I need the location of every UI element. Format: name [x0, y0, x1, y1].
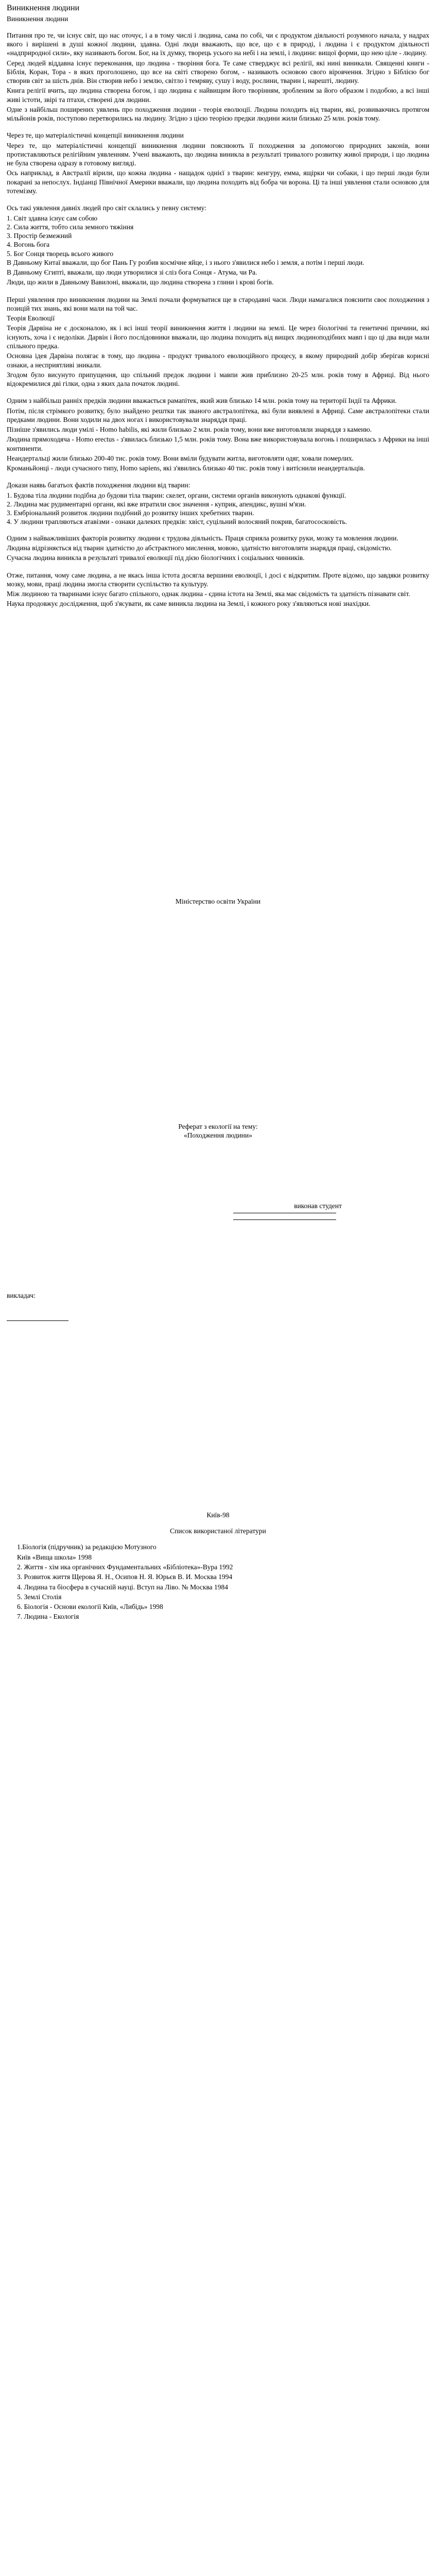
literature-item: 7. Людина - Екологія	[17, 1613, 79, 1621]
list-item: 1. Світ здавна існує сам собою	[7, 214, 98, 222]
paragraph: Отже, питання, чому саме людина, а не якась інша істота досягла вершини еволюції, і досі є відкритим. Проте відомо, що завдяки розвитку мозку, мови, праці людина змогла створити суспільство та культуру.	[7, 571, 429, 588]
paragraph: Питання про те, чи існує світ, що нас оточує, і а в тому числі і людина, сама по собі, чи є продуктом діяльності розумного начала, у надрах якого і вирішені в душі кожної людини, здавна. Одні люди вважають, що все, що є в природі, і людина і є продуктом діяльності «надприродної сили», яку називають богом. Бог, на їх думку, творець усього на небі і на землі, і людини: вищої форми, що нею ціле - людину.	[7, 31, 429, 57]
paragraph: Люди, що жили в Давньому Вавилоні, вважали, що людина створена з глини і крові богів.	[7, 278, 274, 286]
section-2	[7, 131, 429, 195]
intro-section	[7, 31, 429, 123]
literature-item: 2. Життя - хім ика органічних Фундаментальних «Бібліотека»-Вура 1992	[17, 1563, 233, 1571]
ancestors-section	[7, 396, 429, 472]
paragraph: Потім, після стрімкого розвитку, було знайдено рештки так званого австралопітека, які були виявлені в Африці. Саме австралопітеки стали предками людини. Вони ходили на двох ногах і використовували знаряддя праці.	[7, 406, 429, 423]
paragraph: Книга релігії вчить, що людина створена богом, і що людина є найвищим його творінням, зробленим за його образом і подобою, а всі інші живі істоти, звірі та птахи, створені для людини.	[7, 87, 429, 104]
paragraph: Неандертальці жили близько 200-40 тис. років тому. Вони вміли будувати житла, виготовляти одяг, ховали померлих.	[7, 454, 354, 462]
section-title: Через те, що матеріалістичні концепції виникнення людини	[7, 131, 184, 140]
history-section	[7, 295, 429, 388]
literature-section	[7, 1527, 429, 1621]
paragraph: Теорія Дарвіна не є досконалою, як і всі інші теорії виникнення життя і людини на землі. Це через біологічні та генетичні причини, які існують, хоча і є недоліки. Дарвін і його послідовники вважали, що людина походить від вищих людиноподібних мавп і що ці два види мали спільного предка.	[7, 324, 429, 350]
list-item: 2. Сила життя, тобто сила земного тяжіння	[7, 223, 134, 231]
paragraph: Через те, що матеріалістичні концепції виникнення людини пояснюють її походження за допомогою природних законів, вони протиставляються релігійним уявленням. Учені вважають, що людина виникла в результаті тривалого розвитку живої природи, і що людина не була створена одразу в готовому вигляді.	[7, 141, 429, 167]
city-year: Київ-98	[206, 1511, 230, 1519]
section-title: Докази наявь багатьох фактів походження людини від тварин:	[7, 481, 190, 489]
development-section	[7, 534, 429, 563]
list-item: 3. Простір безмежний	[7, 232, 72, 240]
list-item: 4. Вогонь бога	[7, 241, 50, 249]
ministry-name: Міністерство освіти України	[175, 897, 261, 905]
literature-item: 5. Землі Столія	[17, 1592, 62, 1601]
section-title: Теорія Еволюції	[7, 314, 55, 323]
paragraph: Людина прямоходяча - Homo erectus - з'явилась близько 1,5 млн. років тому. Вона вже використовувала вогонь і поширилась з Африки на інші континенти.	[7, 435, 429, 452]
paragraph: Перші уявлення про виникнення людини на Землі почали формуватися ще в стародавні часи. Люди намагалися пояснити своє походження з позицій тих знань, які вони мали на той час.	[7, 295, 429, 312]
teacher-signature-line	[7, 1320, 68, 1325]
literature-item: 1.Біологія (підручник) за редакцією Мотузного	[17, 1543, 156, 1551]
paragraph: В Давньому Китаї вважали, що бог Пань Гу розбив космічне яйце, і з нього з'явилися небо і земля, а потім і перші люди.	[7, 258, 364, 266]
paragraph: Згодом було висунуто припущення, що спільний предок людини і мавпи жив приблизно 20-25 млн. років тому в Африці. Від нього відокремилися дві гілки, одна з яких дала початок людині.	[7, 370, 429, 388]
evidence-section	[7, 481, 429, 526]
student-signature-line	[233, 1213, 336, 1217]
literature-item: 3. Розвиток життя Щерова Я. Н., Осипов Н. Я. Юрьєв В. И. Москва 1994	[17, 1573, 233, 1581]
literature-item: Київ «Вища школа» 1998	[17, 1553, 92, 1561]
list-intro: Ось такі уявлення давніх людей про світ склались у певну систему:	[7, 204, 206, 212]
paragraph: Одним з найбільш ранніх предків людини вважається рамапітек, який жив близько 14 млн. років тому на території Індії та Африки.	[7, 397, 397, 405]
paragraph: Сучасна людина виникла в результаті тривалої еволюції під дією біологічних і соціальних чинників.	[7, 554, 305, 562]
document-heading: Виникнення людини	[7, 4, 80, 12]
conclusion-section	[7, 571, 429, 608]
paragraph: Кроманьйонці - люди сучасного типу, Homo sapiens, які з'явились близько 40 тис. років тому і витіснили неандертальців.	[7, 464, 365, 472]
paragraph: Людина відрізняється від тварин здатністю до абстрактного мислення, мовою, здатністю виготовляти знаряддя праці, свідомістю.	[7, 544, 392, 552]
paragraph: Одним з найважливіших факторів розвитку людини є трудова діяльність. Праця сприяла розвитку руки, мозку та мовлення людини.	[7, 534, 398, 542]
teacher-label: викладач:	[7, 1291, 36, 1299]
after-list-section	[7, 258, 429, 287]
student-label: виконав студент	[294, 1202, 342, 1210]
paragraph: В Давньому Єгипті, вважали, що люди утворилися зі сліз бога Сонця - Атума, чи Ра.	[7, 268, 257, 277]
paragraph: Між людиною та тваринами існує багато спільного, однак людина - єдина істота на Землі, яка має свідомість та здатність пізнавати світ.	[7, 590, 410, 598]
paragraph: Ось наприклад, в Австралії вірили, що кожна людина - нащадок однієї з тварин: кенгуру, емма, ящірки чи собаки, і що перші люди були покарані за непослух. Індіанці Північної Америки вважали, що людина походить від бобра чи ворона. Ці та інші уявлення стали основою для тотемізму.	[7, 169, 429, 195]
paragraph: Основна ідея Дарвіна полягає в тому, що людина - продукт тривалого еволюційного процесу, в якому природний добір зберігав корисні ознаки, а неcприятливі зникали.	[7, 352, 429, 369]
list-item: 3. Ембріональний розвиток людини подібний до розвитку інших хребетних тварин.	[7, 509, 254, 517]
literature-item: 4. Людина та біосфера в сучасній науці. Вступ на Ліво. № Москва 1984	[17, 1583, 229, 1591]
paragraph: Одне з найбільш поширених уявлень про походження людини - теорія еволюції. Людина походить від тварин, які, розвиваючись протягом мільйонів років, поступово перетворились на людину. Згідно з цією теорією предки людини жили близько 25 млн. років тому.	[7, 105, 429, 123]
beliefs-list	[7, 204, 429, 258]
document-subheading: Виникнення людини	[7, 15, 68, 23]
report-type: Реферат з екології на тему:	[178, 1122, 258, 1130]
list-item: 1. Будова тіла людини подібна до будови тіла тварин: скелет, органи, системи органів виконують однакові функції.	[7, 491, 346, 499]
title-page	[7, 897, 429, 1520]
paragraph: Пізніше з'явились люди умілі - Homo habilis, які жили близько 2 млн. років тому, вони вже виготовляли знаряддя з каменю.	[7, 426, 372, 434]
list-item: 4. У людини трапляються атавізми - ознаки далеких предків: хвіст, суцільний волосяний покрив, багатососковість.	[7, 518, 347, 526]
paragraph: Серед людей віддавна існує переконання, що людина - творіння бога. Те саме стверджує всі релігії, які нині виникали. Священні книги - Біблія, Коран, Тора - в яких проголошено, що все на світі створено богом, - називають основою свого віровчення. Згідно з Біблією бог створив світ за шість днів. Він створив небо і землю, світло і темряву, сушу і воду, рослини, тварин і, нарешті, людину.	[7, 59, 429, 85]
list-item: 2. Людина має рудиментарні органи, які вже втратили своє значення - куприк, апендикс, вушні м'язи.	[7, 500, 306, 508]
paragraph: Наука продовжує дослідження, щоб з'ясувати, як саме виникла людина на Землі, і кожного року з'являються нові знахідки.	[7, 600, 371, 608]
literature-title: Список використаної літератури	[170, 1527, 266, 1535]
student-signature-line-2	[233, 1219, 336, 1224]
report-title: «Походження людини»	[184, 1131, 252, 1140]
list-item: 5. Бог Сонця творець всього живого	[7, 249, 114, 258]
literature-item: 6. Біологія - Основи екології Київ, «Либідь» 1998	[17, 1603, 163, 1611]
